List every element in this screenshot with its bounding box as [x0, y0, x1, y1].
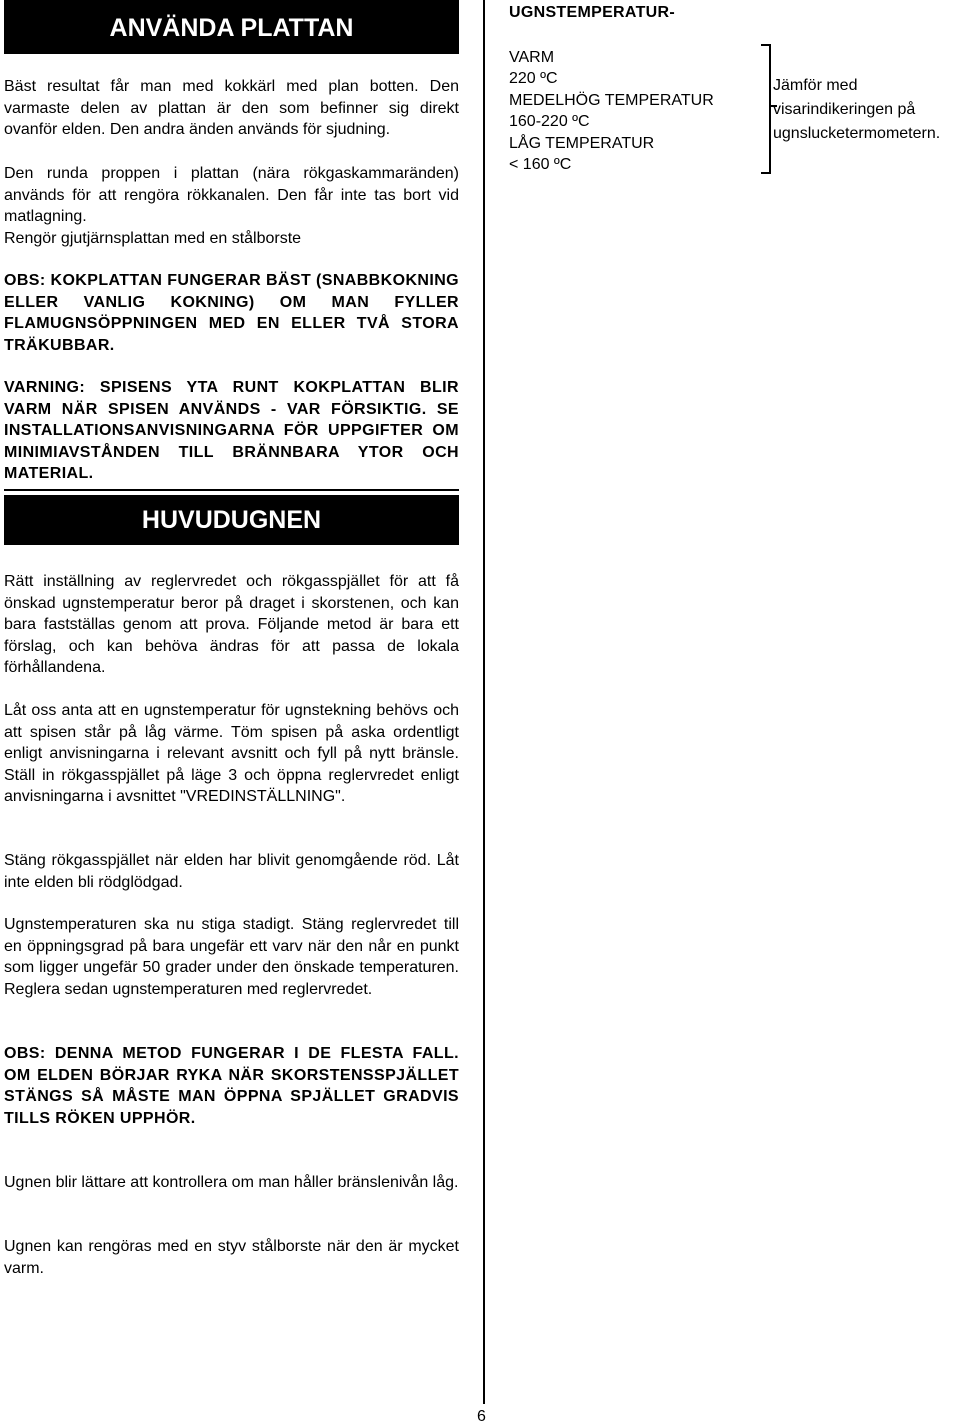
page-number: 6: [477, 1408, 486, 1425]
paragraph-plan-botten: Bäst resultat får man med kokkärl med plan botten. Den varmaste delen av plattan är den som befinner sig direkt ovanför elden. Den andra änden används för sjudning.: [4, 78, 459, 138]
paragraph-stang-rokgasspjallet: Stäng rökgasspjället när elden har blivit genomgående röd. Låt inte elden bli rödglödgad.: [4, 852, 459, 891]
thermometer-compare-note: Jämför med visarindikeringen på ugnslucketermometern.: [773, 77, 941, 142]
paragraph-lat-oss-anta: Låt oss anta att en ugnstemperatur för ugnstekning behövs och att spisen står på låg värme. Töm spisen på aska ordentligt enligt anvisningarna i relevant avsnitt och fyll på nytt bränsle. Ställ in rökgasspjället på läge 3 och öppna reglervredet enligt anvisningarna i avsnittet "VREDINSTÄLLNING".: [4, 702, 459, 805]
section-banner-anvanda-plattan: ANVÄNDA PLATTAN: [4, 0, 459, 54]
temp-value-medelhog: 160-220 ºC: [509, 113, 590, 130]
temp-label-varm: VARM: [509, 49, 555, 66]
horizontal-rule: [4, 489, 459, 491]
paragraph-ugnstemperaturen: Ugnstemperaturen ska nu stiga stadigt. Stäng reglervredet till en öppningsgrad på bara ungefär ett varv när den når en punkt som ligger ungefär 50 grader under den önskade temperaturen. Reglera sedan ugnstemperaturen med reglervredet.: [4, 916, 459, 998]
paragraph-runda-proppen: Den runda proppen i plattan (nära rökgaskammaränden) används för att rengöra rökkanalen. Den får inte tas bort vid matlagning.: [4, 165, 459, 225]
oven-temperature-title: UGNSTEMPERATUR-: [509, 4, 675, 21]
temp-label-medelhog: MEDELHÖG TEMPERATUR: [509, 92, 714, 109]
bracket-shape: [761, 44, 771, 174]
warning-spisens-yta: VARNING: SPISENS YTA RUNT KOKPLATTAN BLIR VARM NÄR SPISEN ANVÄNDS - VAR FÖRSIKTIG. SE INSTALLATIONSANVISNINGARNA FÖR UPPGIFTER OM MINIMIAVSTÅNDEN TILL BRÄNNBARA YTOR OCH MATERIAL.: [4, 379, 459, 482]
temp-value-lag: < 160 ºC: [509, 156, 572, 173]
notice-kokplattan: OBS: KOKPLATTAN FUNGERAR BÄST (SNABBKOKNING ELLER VANLIG KOKNING) OM MAN FYLLER FLAMUGNSÖPPNINGEN MED EN ELLER TVÅ STORA TRÄKUBBAR.: [4, 272, 459, 354]
paragraph-rengor-platta: Rengör gjutjärnsplattan med en stålborste: [4, 230, 302, 247]
column-divider: [483, 0, 485, 1404]
paragraph-rengoras: Ugnen kan rengöras med en styv stålborste när den är mycket varm.: [4, 1238, 459, 1277]
paragraph-ratt-installning: Rätt inställning av reglervredet och rökgasspjället för att få önskad ugnstemperatur beror på draget i skorstenen, och kan bara fastställas genom att prova. Följande metod är bara ett förslag, och kan behöva ändras för att passa de lokala förhållandena.: [4, 573, 459, 676]
section-banner-huvudugnen: HUVUDUGNEN: [4, 495, 459, 545]
temp-value-varm: 220 ºC: [509, 70, 558, 87]
paragraph-branslenivan: Ugnen blir lättare att kontrollera om man håller bränslenivån låg.: [4, 1174, 459, 1191]
notice-metod: OBS: DENNA METOD FUNGERAR I DE FLESTA FALL. OM ELDEN BÖRJAR RYKA NÄR SKORSTENSSPJÄLLET STÄNGS SÅ MÅSTE MAN ÖPPNA SPJÄLLET GRADVIS TILLS RÖKEN UPPHÖR.: [4, 1045, 459, 1127]
temp-label-lag: LÅG TEMPERATUR: [509, 135, 655, 152]
